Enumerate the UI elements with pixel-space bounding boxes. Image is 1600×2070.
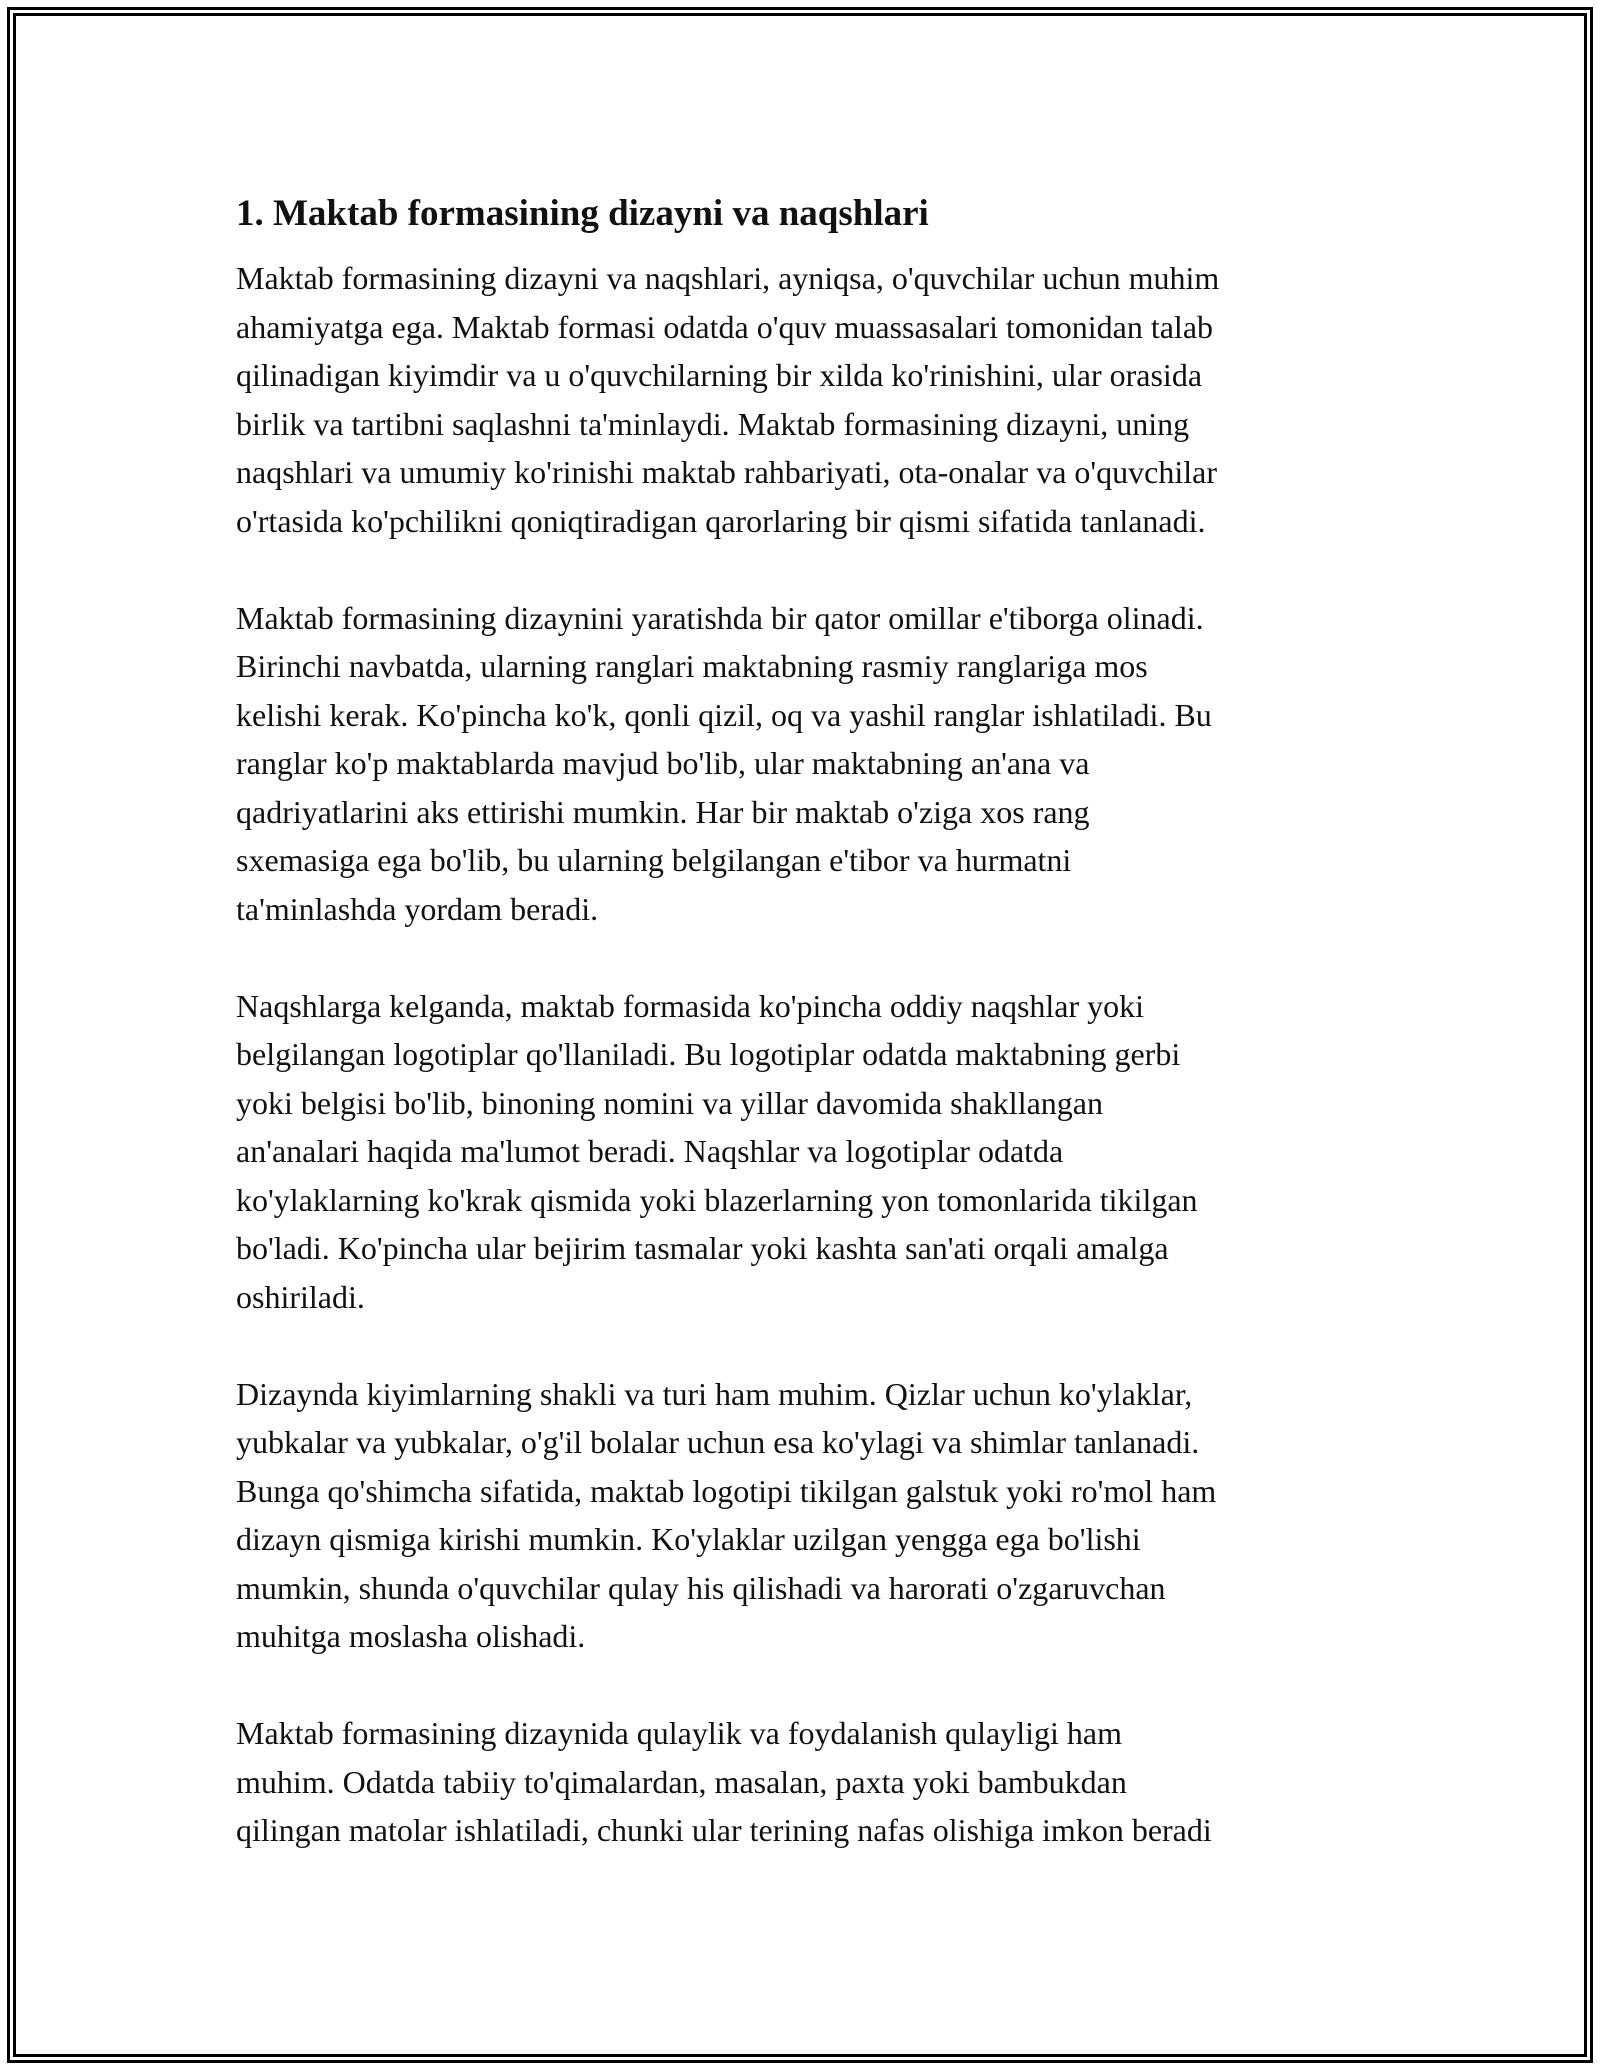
text-line: ta'minlashda yordam beradi. [236,890,599,927]
text-line: Maktab formasining dizayni va naqshlari, ayniqsa, o'quvchilar uchun muhim [236,260,1220,296]
text-line: Birinchi navbatda, ularning ranglari maktabning rasmiy ranglariga mos [236,648,1148,684]
text-line: Bunga qo'shimcha sifatida, maktab logotipi tikilgan galstuk yoki ro'mol ham [236,1472,1217,1509]
text-line: qilinadigan kiyimdir va u o'quvchilarning bir xilda ko'rinishini, ular orasida [236,357,1203,393]
paragraph-1 [236,254,1386,545]
text-line: Maktab formasining dizaynini yaratishda bir qator omillar e'tiborga olinadi. [236,599,1204,636]
text-line: ko'ylaklarning ko'krak qismida yoki blazerlarning yon tomonlarida tikilgan [236,1181,1198,1218]
paragraph-2 [236,594,1386,934]
text-line: an'analari haqida ma'lumot beradi. Naqshlar va logotiplar odatda [236,1133,1064,1169]
text-line: muhitga moslasha olishadi. [236,1618,586,1654]
text-line: mumkin, shunda o'quvchilar qulay his qilishadi va harorati o'zgaruvchan [236,1569,1166,1606]
paragraph-5 [236,1709,1386,1855]
text-line: Dizaynda kiyimlarning shakli va turi ham muhim. Qizlar uchun ko'ylaklar, [236,1375,1193,1412]
text-line: o'rtasida ko'pchilikni qoniqtiradigan qarorlaring bir qismi sifatida tanlanadi. [236,502,1206,539]
text-line: qadriyatlarini aks ettirishi mumkin. Har bir maktab o'ziga xos rang [236,793,1090,830]
text-line: yoki belgisi bo'lib, binoning nomini va yillar davomida shakllangan [236,1084,1103,1121]
text-line: naqshlari va umumiy ko'rinishi maktab rahbariyati, ota-onalar va o'quvchilar [236,454,1218,490]
text-line: belgilangan logotiplar qo'llaniladi. Bu logotiplar odatda maktabning gerbi [236,1036,1181,1072]
text-line: birlik va tartibni saqlashni ta'minlaydi. Maktab formasining dizayni, uning [236,405,1190,442]
text-line: oshiriladi. [236,1278,365,1315]
paragraph-3 [236,982,1386,1322]
text-line: yubkalar va yubkalar, o'g'il bolalar uchun esa ko'ylagi va shimlar tanlanadi. [236,1424,1200,1460]
text-line: Maktab formasining dizaynida qulaylik va foydalanish qulayligi ham [236,1715,1123,1751]
text-line: Naqshlarga kelganda, maktab formasida ko'pincha oddiy naqshlar yoki [236,987,1145,1024]
paragraph-4 [236,1370,1386,1661]
text-line: kelishi kerak. Ko'pincha ko'k, qonli qizil, oq va yashil ranglar ishlatiladi. Bu [236,696,1212,733]
text-line: muhim. Odatda tabiiy to'qimalardan, masalan, paxta yoki bambukdan [236,1763,1127,1800]
text-line: qilingan matolar ishlatiladi, chunki ular terining nafas olishiga imkon beradi [236,1812,1212,1848]
text-line: ahamiyatga ega. Maktab formasi odatda o'quv muassasalari tomonidan talab [236,308,1214,345]
section-heading: 1. Maktab formasining dizayni va naqshlari [236,193,929,234]
text-line: sxemasiga ega bo'lib, bu ularning belgilangan e'tibor va hurmatni [236,842,1072,878]
document-body [236,186,1386,1903]
text-line: bo'ladi. Ko'pincha ular bejirim tasmalar yoki kashta san'ati orqali amalga [236,1230,1169,1266]
text-line: ranglar ko'p maktablarda mavjud bo'lib, ular maktabning an'ana va [236,745,1090,781]
text-line: dizayn qismiga kirishi mumkin. Ko'ylaklar uzilgan yengga ega bo'lishi [236,1521,1141,1557]
